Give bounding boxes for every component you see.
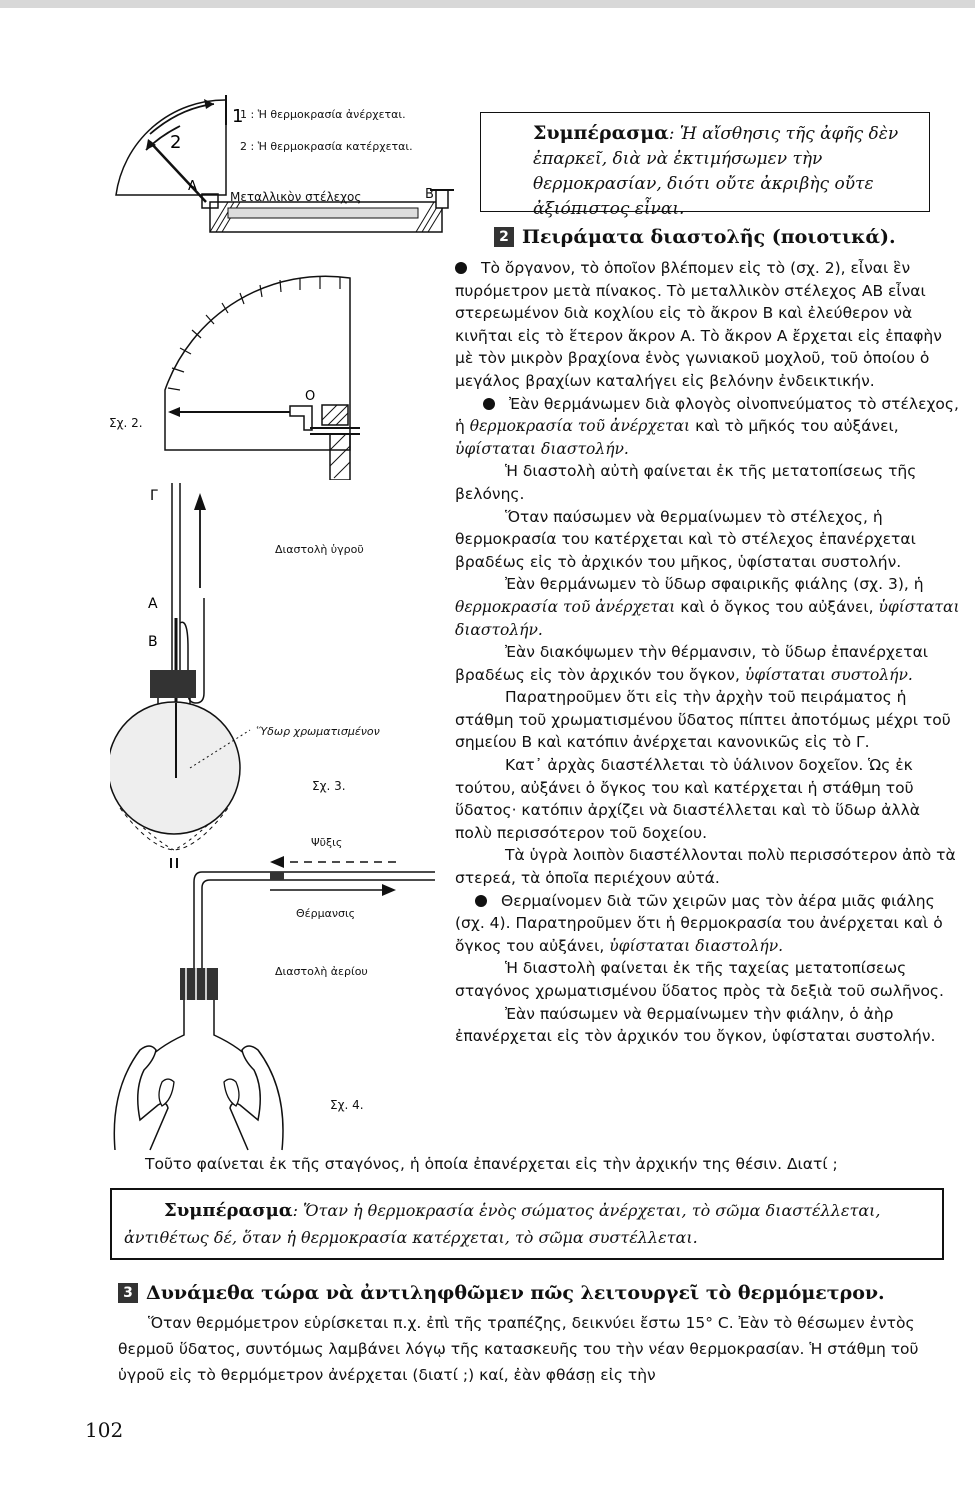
fig1-point-b: B <box>425 187 434 202</box>
figure-2-pyrometer-dial <box>150 270 360 480</box>
section-3-number: 3 <box>118 1283 138 1303</box>
paragraph-12: Ἐὰν παύσωμεν νὰ θερμαίνωμεν τὴν φιάλην, ὁ ἀὴρ ἐπανέρχεται εἰς τὸν ἀρχικόν του ὄγκον, ὑφίσταται συστολήν. <box>455 1004 936 1046</box>
conclusion-box-2 <box>110 1188 944 1260</box>
fig4-label-cooling: Ψῦξις <box>311 836 343 849</box>
fig3-label-water: Ὕδωρ χρωματισμένον <box>256 725 380 738</box>
section-3-title: Δυνάμεθα τώρα νὰ ἀντιληφθῶμεν πῶς λειτουργεῖ τὸ θερμόμετρον. <box>146 1282 885 1304</box>
paragraph-1-text: Τὸ ὄργανον, τὸ ὁποῖον βλέπομεν εἰς τὸ (σχ. 2), εἶναι ἓν πυρόμετρον μετὰ πίνακος. Τὸ μεταλλικὸν στέλεχος ΑΒ εἶναι στερεωμένον διὰ κοχλίου εἰς τὸ ἄκρον Β καὶ ἐλεύθερον νὰ κινῆται εἰς τὸ ἕτερον ἄκρον Α. Τὸ ἄκρον Α ἔρχεται εἰς ἐπαφὴν μὲ τὸν μικρὸν βραχίονα ἑνὸς γωνιακοῦ μοχλοῦ, τοῦ ὁποίου ὁ μεγάλος βραχίων καταλήγει εἰς βελόνην ἐνδεικτικήν. <box>455 259 942 390</box>
paragraph-5-text: Ἐὰν θερμάνωμεν τὸ ὕδωρ σφαιρικῆς φιάλης (σχ. 3), ἡ <box>505 575 924 594</box>
conclusion-2-title: Συμπέρασμα <box>164 1200 293 1221</box>
paragraph-2-italic-1: θερμοκρασία τοῦ ἀνέρχεται <box>469 417 691 436</box>
paragraph-9: Τὰ ὑγρὰ λοιπὸν διαστέλλονται πολὺ περισσότερον ἀπὸ τὰ στερεά, τὰ ὁποῖα περιέχουν αὐτά. <box>455 846 956 888</box>
paragraph-6 <box>455 641 960 686</box>
fig3-label-liquid: Διαστολὴ ὑγροῦ <box>275 543 364 556</box>
paragraph-8: Κατ᾽ ἀρχὰς διαστέλλεται τὸ ὑάλινον δοχεῖον. Ὡς ἐκ τούτου, αὐξάνει ὁ ὄγκος του καὶ κατέρχεται ἡ στάθμη τοῦ ὕδατος· κατόπιν ἀρχίζει νὰ διαστέλλεται καὶ τὸ ὕδωρ ἀλλὰ πολὺ περισσότερον τοῦ δοχείου. <box>455 756 920 842</box>
figure-3-flask-liquid-expansion <box>110 478 325 868</box>
figure-4-flask-gas-expansion <box>110 850 445 1155</box>
paragraph-6-text: Ἐὰν διακόψωμεν τὴν θέρμανσιν, τὸ ὕδωρ ἐπανέρχεται βραδέως εἰς τὸν ἀρχικόν του ὄγκον, <box>455 643 929 684</box>
fig3-caption: Σχ. 3. <box>312 779 346 793</box>
fig2-caption: Σχ. 2. <box>109 416 143 430</box>
paragraph-3: Ἡ διαστολὴ αὐτὴ φαίνεται ἐκ τῆς μετατοπίσεως τῆς βελόνης. <box>455 462 917 503</box>
fig1-label-falling: 2 : Ἡ θερμοκρασία κατέρχεται. <box>240 140 413 153</box>
fig1-label-rising: 1 : Ἡ θερμοκρασία ἀνέρχεται. <box>240 108 406 121</box>
fig3-point-g: Γ <box>150 488 158 504</box>
paragraph-5-text-b: καὶ ὁ ὄγκος του αὐξάνει, <box>675 597 879 616</box>
paragraph-2-text: Ἐὰν θερμάνωμεν διὰ φλογὸς οἰνοπνεύματος τὸ στέλεχος, ἡ <box>455 394 959 436</box>
conclusion-1-title: Συμπέρασμα <box>533 122 669 144</box>
paragraph-4: Ὅταν παύσωμεν νὰ θερμαίνωμεν τὸ στέλεχος, ἡ θερμοκρασία του κατέρχεται καὶ τὸ στέλεχος ἐπανέρχεται βραδέως εἰς τὸ ἀρχικόν του μῆκος, ὑφίσταται συστολήν. <box>455 507 916 571</box>
page-top-edge <box>0 0 975 8</box>
full-width-line: Τοῦτο φαίνεται ἐκ τῆς σταγόνος, ἡ ὁποία ἐπανέρχεται εἰς τὴν ἀρχικήν της θέσιν. Διατί ; <box>145 1155 838 1173</box>
fig2-point-o: O <box>305 389 316 404</box>
bullet-icon <box>455 262 467 274</box>
paragraph-5 <box>455 573 960 641</box>
fig1-arrow-1-label: 1 <box>232 106 244 127</box>
paragraph-11: Ἡ διαστολὴ φαίνεται ἐκ τῆς ταχείας μετατοπίσεως σταγόνος χρωματισμένου ὕδατος πρὸς τὰ δεξιὰ τοῦ σωλῆνος. <box>455 959 944 1000</box>
paragraph-5-italic-1: θερμοκρασία τοῦ ἀνέρχεται <box>455 597 676 616</box>
section-2-heading <box>494 226 896 248</box>
bullet-icon <box>475 895 487 907</box>
paragraph-10 <box>455 890 960 958</box>
paragraph-1 <box>455 257 960 393</box>
fig4-caption: Σχ. 4. <box>330 1098 364 1112</box>
paragraph-6-italic: ὑφίσταται συστολήν. <box>744 665 913 684</box>
section-2-title: Πειράματα διαστολῆς (ποιοτικά). <box>522 226 896 248</box>
section-3-text: Ὅταν θερμόμετρον εὑρίσκεται π.χ. ἐπὶ τῆς τραπέζης, δεικνύει ἔστω 15° C. Ἐὰν τὸ θέσωμεν ἐντὸς θερμοῦ ὕδατος, συντόμως λαμβάνει λόγῳ τῆς κατασκευῆς του τὴν νέαν θερμοκρασίαν. Ἡ στάθμη τοῦ ὑγροῦ εἰς τὸ θερμόμετρον ἀνέρχεται (διατί ;) καί, ἐὰν φθάσῃ εἰς τὴν <box>118 1314 919 1384</box>
fig4-label-gas: Διαστολὴ ἀερίου <box>275 965 368 978</box>
right-column-text <box>455 257 960 1048</box>
fig3-point-b: B <box>148 634 158 650</box>
paragraph-2-italic-2: ὑφίσταται διαστολήν. <box>455 439 629 458</box>
paragraph-10-text: Θερμαίνομεν διὰ τῶν χειρῶν μας τὸν ἀέρα μιᾶς φιάλης (σχ. 4). Παρατηροῦμεν ὅτι ἡ θερμοκρασία του ἀνέρχεται καὶ ὁ ὄγκος του αὐξάνει, <box>455 891 943 955</box>
paragraph-7: Παρατηροῦμεν ὅτι εἰς τὴν ἀρχὴν τοῦ πειράματος ἡ στάθμη τοῦ χρωματισμένου ὕδατος πίπτει ἀποτόμως μέχρι τοῦ σημείου Β καὶ κατόπιν ἀνέρχεται κανονικῶς εἰς τὸ Γ. <box>455 688 951 752</box>
section-2-number: 2 <box>494 227 514 247</box>
page-number: 102 <box>85 1418 124 1442</box>
fig1-point-a: A <box>188 179 197 194</box>
paragraph-2-text-b: καὶ τὸ μῆκός του αὐξάνει, <box>690 417 899 436</box>
fig1-rod-label: Μεταλλικὸν στέλεχος <box>230 190 362 204</box>
paragraph-2 <box>455 393 960 461</box>
conclusion-1-text: : Ἡ αἴσθησις τῆς ἀφῆς δὲν ἐπαρκεῖ, διὰ νὰ ἐκτιμήσωμεν τὴν θερμοκρασίαν, διότι οὔτε ἀκριβὴς οὔτε ἀξιόπιστος εἶναι. <box>533 124 899 219</box>
fig1-arrow-2-label: 2 <box>170 132 182 153</box>
conclusion-box-1 <box>480 112 930 219</box>
paragraph-10-italic: ὑφίσταται διαστολήν. <box>609 936 784 955</box>
conclusion-2-text: : Ὅταν ἡ θερμοκρασία ἑνὸς σώματος ἀνέρχεται, τὸ σῶμα διαστέλλεται, ἀντιθέτως δέ, ὅταν ἡ θερμοκρασία κατέρχεται, τὸ σῶμα συστέλλεται. <box>124 1201 881 1247</box>
section-3-heading <box>118 1282 885 1304</box>
bullet-icon <box>483 398 495 410</box>
paragraph-5-italic-2: ὑφίσταται διαστολήν. <box>455 597 960 639</box>
fig4-label-heating: Θέρμανσις <box>296 907 356 920</box>
fig3-point-a: A <box>148 596 158 612</box>
